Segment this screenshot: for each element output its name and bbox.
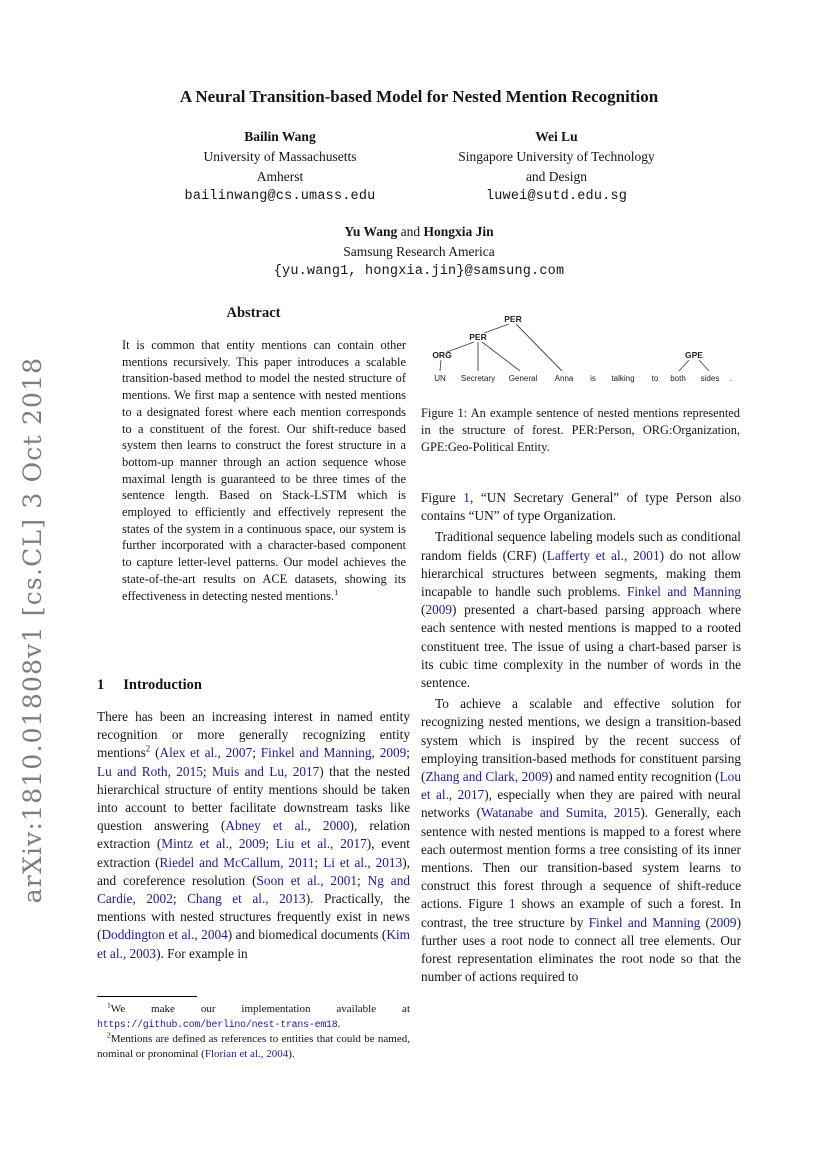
paper-title: A Neural Transition-based Model for Nested Mention Recognition — [179, 87, 659, 106]
body-paragraph — [421, 695, 741, 986]
tree-word: sides — [700, 374, 720, 383]
body-paragraph — [421, 489, 741, 525]
abstract-heading: Abstract — [226, 305, 281, 321]
author-block-yu-wang-hongxia-jin — [97, 222, 741, 282]
footnote-rule — [97, 996, 197, 997]
citation-link[interactable]: Ng and Cardie, 2002 — [97, 872, 410, 907]
tree-node-label: PER — [504, 314, 522, 324]
text-segment: shows an example of such a forest. In contrast, the tree structure by — [421, 896, 741, 930]
citation-link[interactable]: Finkel and Manning — [626, 584, 741, 600]
citation-link[interactable]: Kim et al., 2003 — [97, 927, 410, 961]
author-affiliation: Amherst — [256, 169, 304, 184]
footnote-area — [97, 996, 410, 1061]
footnote-1 — [97, 1002, 410, 1032]
citation-link[interactable]: 2 — [145, 743, 151, 754]
right-column-text — [421, 489, 741, 989]
tree-edge — [699, 360, 709, 371]
tree-word: talking — [611, 374, 635, 383]
citation-link[interactable]: Lu and Roth, 2015 — [97, 763, 203, 779]
figure1-forest-diagram — [421, 308, 740, 400]
citation-link[interactable]: Florian et al., 2004 — [204, 1047, 289, 1060]
citation-link[interactable]: 2009 — [709, 914, 737, 930]
section-heading-introduction — [97, 677, 410, 694]
author-affiliation: Samsung Research America — [343, 244, 495, 259]
text-segment: ) and named entity recognition ( — [548, 769, 720, 785]
text-segment: Figure — [421, 490, 464, 505]
tree-edge — [482, 342, 520, 371]
text-segment: ). Generally, each sentence with nested mentions is mapped to a forest where each outermost mention forms a tree consisting of its inner mentions. Then our transition-based system learns to construct this forest through a sequence of shift-reduce actions. Figure — [421, 805, 741, 912]
author-name: Wei Lu — [535, 129, 578, 144]
introduction-paragraph — [97, 708, 410, 963]
text-segment: and — [397, 224, 424, 239]
text-segment: ). For example in — [156, 945, 248, 961]
section-number: 1 — [97, 677, 105, 693]
author-name: Bailin Wang — [244, 129, 316, 144]
citation-link[interactable]: Finkel and Manning — [588, 914, 701, 930]
text-segment: ; — [357, 872, 368, 888]
text-segment: It is common that entity mentions can contain other mentions recursively. This paper introduces a scalable transition-based method to model the nested structure of mentions. We first map a sentence with nested mentions to a designated forest where each mention corresponds to a constituent of the forest. Our shift-reduce based system then learns to construct the forest structure in a bottom-up manner through an action sequence whose maximal length is guaranteed to be three times of the sentence length. Based on Stack-LSTM which is employed to efficiently and effectively represent the states of the system in a continuous space, our system is further incorporated with a character-based component to capture letter-level patterns. Our model achieves the state-of-the-art results on ACE datasets, showing its effectiveness in detecting nested mentions. — [122, 338, 406, 603]
tree-word: Secretary — [460, 374, 496, 383]
text-segment: . — [337, 1017, 341, 1030]
text-segment: We make our implementation available at — [110, 1003, 410, 1015]
text-segment: 1 — [107, 1000, 111, 1010]
body-paragraph — [421, 528, 741, 692]
citation-link[interactable]: Lafferty et al., 2001 — [546, 547, 660, 563]
text-segment: 2 — [107, 1030, 111, 1040]
tree-edge — [679, 360, 689, 371]
text-segment: ; — [314, 854, 324, 870]
figure1-caption: Figure 1: An example sentence of nested mentions represented in the structure of forest. PER:Person, ORG:Organization, GPE:Geo-Political Entity. — [421, 406, 740, 454]
abstract-text — [122, 337, 406, 604]
tree-word: is — [590, 374, 596, 383]
citation-link[interactable]: Alex et al., 2007 — [159, 745, 253, 761]
footnote-2 — [97, 1032, 410, 1061]
tree-word: to — [651, 374, 659, 383]
arxiv-stamp: arXiv:1810.01808v1 [cs.CL] 3 Oct 2018 — [18, 356, 47, 904]
text-segment: ), and coreference resolution ( — [97, 854, 410, 888]
tree-word: . — [729, 374, 733, 383]
text-segment: ). Practically, the mentions with nested structures frequently exist in news ( — [97, 891, 411, 943]
author-name — [97, 222, 741, 242]
text-segment: ) do not allow hierarchical structures between segments, making them incapable to handle such problems. — [421, 547, 741, 600]
text-segment: ), especially when they are paired with neural networks ( — [421, 787, 741, 821]
tree-node-label: GPE — [685, 350, 703, 360]
citation-link[interactable]: 1 — [508, 896, 516, 912]
author-email[interactable]: {yu.wang1, hongxia.jin}@samsung.com — [273, 264, 565, 279]
section-title: Introduction — [123, 677, 202, 693]
text-segment: ; — [202, 763, 212, 779]
citation-link[interactable]: Abney et al., 2000 — [225, 818, 350, 834]
text-segment: ( — [421, 602, 426, 618]
author-block-bailin-wang — [137, 127, 423, 207]
citation-link[interactable]: Zhang and Clark, 2009 — [425, 769, 549, 785]
text-segment: ) presented a chart-based parsing approach where each sentence with nested mentions is mapped to a rooted constituent tree. The issue of using a chart-based parser is its cubic time complexity in the number of words in the sentence. — [421, 602, 741, 691]
text-segment: ( — [700, 914, 710, 930]
author-affiliation: Singapore University of Technology — [458, 149, 655, 164]
tree-node-label: PER — [469, 332, 487, 342]
citation-link[interactable]: Riedel and McCallum, 2011 — [159, 854, 315, 870]
text-segment: ; — [265, 836, 276, 852]
citation-link[interactable]: 1 — [334, 586, 339, 597]
author-block-wei-lu — [413, 127, 700, 207]
tree-edge — [484, 324, 509, 333]
tree-edge — [440, 360, 441, 371]
text-segment: Yu Wang — [344, 224, 398, 239]
text-segment: ), event extraction ( — [97, 836, 410, 870]
citation-link[interactable]: Liu et al., 2017 — [275, 836, 367, 852]
author-email[interactable]: luwei@sutd.edu.sg — [485, 189, 628, 204]
author-affiliation: and Design — [525, 169, 588, 184]
text-segment: Hongxia Jin — [423, 224, 494, 239]
author-email[interactable]: bailinwang@cs.umass.edu — [184, 189, 376, 204]
citation-link[interactable]: https://github.com/berlino/nest-trans-em18 — [97, 1018, 338, 1030]
citation-link[interactable]: Finkel and Manning, 2009 — [260, 745, 407, 761]
citation-link[interactable]: Doddington et al., 2004 — [101, 927, 228, 943]
citation-link[interactable]: Li et al., 2013 — [323, 854, 403, 870]
text-segment: ( — [150, 745, 160, 761]
tree-word: General — [508, 374, 538, 383]
text-segment: ) and biomedical documents ( — [227, 927, 387, 943]
citation-link[interactable]: Lou et al., 2017 — [421, 769, 741, 803]
text-segment: ) that the nested hierarchical structure of entity mentions should be taken into account to better facilitate downstream tasks like question answering ( — [97, 763, 410, 834]
author-affiliation: University of Massachusetts — [203, 149, 357, 164]
text-segment: Traditional sequence labeling models such as conditional random fields (CRF) ( — [421, 529, 741, 563]
citation-link[interactable]: Chang et al., 2013 — [187, 891, 306, 907]
text-segment: There has been an increasing interest in named entity recognition or more generally recognizing entity mentions — [97, 709, 410, 761]
text-segment: To achieve a scalable and effective solution for recognizing nested mentions, we design a transition-based system which is inspired by the recent success of employing transition-based methods for constituent parsing ( — [421, 696, 741, 785]
tree-word: both — [670, 374, 686, 383]
citation-link[interactable]: 2009 — [425, 602, 453, 618]
text-segment: ). — [288, 1047, 295, 1060]
citation-link[interactable]: Mintz et al., 2009 — [161, 836, 266, 852]
citation-link[interactable]: 1 — [463, 490, 470, 505]
citation-link[interactable]: Watanabe and Sumita, 2015 — [481, 805, 641, 821]
text-segment: ), relation extraction ( — [97, 818, 410, 852]
tree-edge — [516, 324, 562, 371]
tree-word: Anna — [554, 374, 574, 383]
text-segment: Mentions are defined as references to entities that could be named, nominal or pronominal ( — [97, 1033, 410, 1060]
text-segment: , “UN Secretary General” of type Person also contains “UN” of type Organization. — [421, 490, 742, 524]
citation-link[interactable]: Soon et al., 2001 — [256, 872, 358, 888]
tree-word: UN — [434, 374, 446, 383]
text-segment: ; — [406, 745, 410, 761]
text-segment: ; — [252, 745, 261, 761]
citation-link[interactable]: Muis and Lu, 2017 — [211, 763, 320, 779]
text-segment: ) further uses a root node to connect all tree elements. Our forest representation eliminates the root node so that the number of actions required to — [421, 914, 741, 985]
text-segment: ; — [172, 891, 188, 907]
tree-node-label: ORG — [432, 350, 452, 360]
